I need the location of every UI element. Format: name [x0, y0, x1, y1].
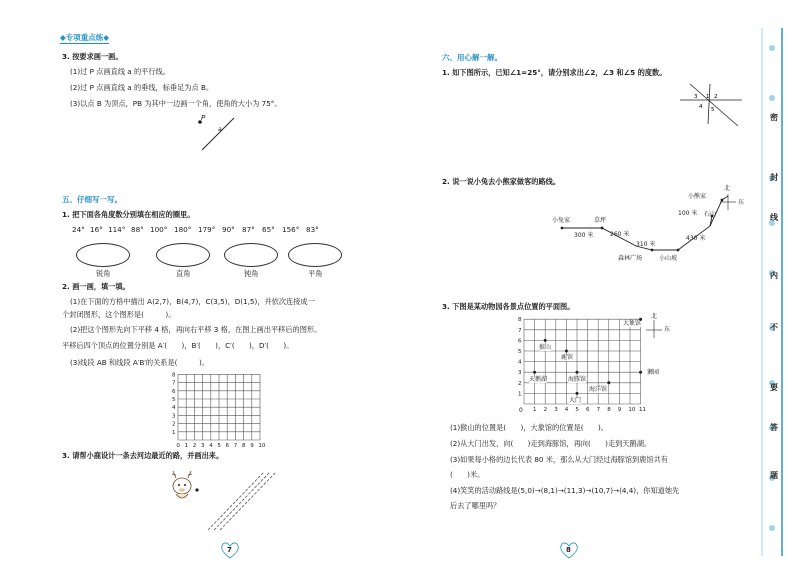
angle-value: 87°: [242, 225, 255, 234]
y-tick: 4: [172, 405, 176, 412]
spot-point: [607, 381, 610, 384]
x-tick: 5: [575, 407, 579, 413]
label-acute: 锐角: [96, 269, 111, 278]
spot-ocean-hall: 海洋馆: [589, 386, 608, 393]
x-tick: 2: [192, 443, 197, 448]
y-tick: 3: [518, 370, 522, 377]
dist-430: 430 米: [686, 235, 706, 242]
place-bear-house: 小熊家: [688, 193, 707, 200]
x-tick: 8: [242, 443, 246, 448]
angle-value: 90°: [222, 225, 235, 234]
x-tick: 7: [233, 443, 238, 448]
seal-char: 封: [770, 173, 778, 182]
spot-elephant: 大象馆: [623, 320, 642, 327]
label-right: 直角: [176, 269, 191, 278]
circle-acute[interactable]: [76, 243, 130, 267]
x-tick: 7: [596, 407, 601, 413]
place-rock-hill: 石山: [704, 211, 717, 218]
angle-value: 24°: [72, 225, 85, 234]
angle-number: 3: [694, 94, 698, 100]
seal-char: 内: [770, 271, 778, 280]
angle-value: 16°: [90, 225, 103, 234]
spot-point: [639, 371, 642, 374]
x-tick: 1: [184, 443, 189, 448]
dist-300: 300 米: [574, 232, 594, 239]
angle-number: 4: [699, 104, 703, 110]
q52-title: 2. 画一画，填一填。: [62, 282, 130, 291]
dist-100: 100 米: [678, 210, 698, 217]
spot-lion-park: 狮园: [647, 369, 660, 376]
river-line: [208, 472, 264, 530]
spot-dolphin: 海豚馆: [568, 376, 587, 383]
section-5-title: 五、仔细写一写。: [62, 195, 122, 204]
q52-line-5: (3)线段 AB 和线段 A′B′的关系是( )。: [70, 358, 210, 367]
route-map: [550, 185, 760, 268]
y-tick: 8: [172, 372, 176, 379]
q52-line-1: (1)在下面的方格中描出 A(2,7)，B(4,7)，C(3,5)，D(1,5)，并依次连接成一: [70, 297, 315, 306]
zoo-origin: 0: [519, 407, 523, 414]
spot-point: [576, 371, 579, 374]
place-forest-square: 森林广场: [618, 255, 643, 262]
q52-line-2: 个封闭图形，这个图形是( )。: [62, 310, 176, 319]
river-line: [220, 472, 276, 530]
y-tick: 5: [518, 349, 522, 355]
y-tick: 7: [518, 327, 522, 334]
spot-point: [565, 350, 568, 353]
y-tick: 1: [518, 391, 522, 398]
dist-260: 260 米: [610, 231, 630, 238]
x-tick: 4: [564, 407, 569, 413]
x-tick: 8: [607, 407, 611, 413]
spot-deer-hall: 鹿馆: [561, 354, 574, 361]
circle-obtuse[interactable]: [224, 243, 278, 267]
x-tick: 11: [639, 407, 646, 413]
spot-swan-lake: 天鹅湖: [529, 376, 548, 383]
r-q3-s3b: ( )米。: [450, 470, 485, 479]
circle-straight[interactable]: [288, 243, 342, 267]
angle-value: 100°: [150, 225, 168, 234]
angle-value: 83°: [306, 225, 319, 234]
spot-point: [576, 392, 579, 395]
compass-east: 东: [738, 199, 745, 206]
x-tick: 3: [554, 407, 558, 413]
y-tick: 1: [172, 429, 176, 436]
q3-item-2: (2)过 P 点画直线 a 的垂线，标垂足为点 B。: [70, 83, 214, 92]
label-obtuse: 钝角: [244, 269, 259, 278]
q3-item-1: (1)过 P 点画直线 a 的平行线。: [70, 67, 170, 76]
x-tick: 6: [225, 443, 230, 448]
circle-right[interactable]: [156, 243, 210, 267]
x-tick: 1: [533, 407, 537, 413]
q52-line-4: 平移后四个顶点的位置分别是 A′( )，B′( )，C′( )，D′( )。: [62, 341, 294, 350]
seal-dot: [769, 95, 775, 101]
page-number-left: 7: [227, 546, 232, 554]
r-q1-title: 1. 如下图所示，已知∠1=25°，请分别求出∠2，∠3 和∠5 的度数。: [442, 68, 667, 77]
y-tick: 2: [172, 421, 176, 428]
page-number-right: 8: [566, 546, 571, 554]
spot-point: [544, 339, 547, 342]
section-6-title: 六、用心解一解。: [442, 53, 502, 62]
river-line: [214, 472, 270, 530]
y-tick: 8: [518, 317, 522, 324]
place-hillside: 小山坡: [659, 255, 678, 262]
angle-value: 156°: [282, 225, 300, 234]
spot-monkey-hill: 猴山: [539, 344, 552, 351]
x-tick: 2: [543, 407, 548, 413]
line-a-figure: [190, 110, 250, 158]
angle-figure: [676, 80, 746, 130]
spot-point: [533, 371, 536, 374]
seal-char: 题: [770, 471, 778, 480]
spot-gate: 大门: [569, 397, 582, 404]
q53-title: 3. 请帮小鹿设计一条去河边最近的路，并画出来。: [62, 451, 224, 460]
x-tick: 5: [217, 443, 221, 448]
x-tick: 0: [176, 443, 180, 448]
line-a: [202, 118, 234, 150]
r-q3-s1: (1)猴山的位置是( )，大象馆的位置是( )。: [450, 423, 608, 432]
compass-north: 北: [724, 185, 731, 192]
angle-number: 1: [706, 94, 710, 100]
x-tick: 9: [617, 407, 622, 413]
y-tick: 6: [518, 338, 522, 345]
x-tick: 4: [209, 443, 213, 448]
angle-number: 5: [711, 107, 715, 113]
x-tick: 3: [201, 443, 205, 448]
q51-title: 1. 把下面各角度数分别填在相应的圈里。: [62, 210, 195, 219]
zoo-north: 北: [651, 313, 658, 320]
angle-value: 88°: [131, 225, 144, 234]
q3-item-3: (3)以点 B 为顶点，PB 为其中一边画一个角，使角的大小为 75°。: [70, 99, 282, 108]
r-q2-title: 2. 说一说小兔去小熊家做客的路线。: [442, 177, 561, 186]
r-q3-title: 3. 下图是某动物园各景点位置的平面图。: [442, 302, 575, 311]
deer-river-figure: [168, 464, 278, 534]
zoo-east: 东: [664, 326, 671, 333]
section-badge: ◆专项重点练◆: [60, 33, 110, 42]
coordinate-grid[interactable]: [168, 370, 268, 448]
label-straight: 平角: [308, 269, 323, 278]
label-p: P: [201, 113, 206, 122]
seal-char: 线: [770, 213, 778, 222]
r-q3-s3a: (3)如果每小格的边长代表 80 米，那么从大门经过海豚馆到鹿馆共有: [450, 455, 668, 464]
angle-value: 180°: [174, 225, 192, 234]
seal-char: 不: [770, 323, 778, 332]
seal-char: 答: [770, 423, 778, 432]
angle-value: 179°: [198, 225, 216, 234]
y-tick: 5: [172, 397, 176, 403]
seal-char: 要: [770, 383, 778, 392]
label-a: a: [218, 126, 222, 133]
x-tick: 6: [586, 407, 590, 413]
x-tick: 9: [250, 443, 254, 448]
seal-char: 密: [770, 113, 778, 122]
place-lawn: 草坪: [594, 217, 607, 224]
seal-dot: [769, 525, 775, 531]
deer-point: [195, 488, 198, 491]
y-tick: 4: [518, 359, 522, 366]
angle-value: 114°: [108, 225, 126, 234]
r-q3-s4a: (4)笑笑的活动路线是(5,0)→(8,1)→(11,3)→(10,7)→(4,4)，你知道她先: [450, 486, 680, 495]
place-rabbit: 小兔家: [552, 217, 571, 224]
x-tick: 10: [258, 443, 266, 448]
y-tick: 6: [172, 388, 176, 395]
r-q3-s2: (2)从大门出发，向( )走到海豚馆，再向( )走到天鹅湖。: [450, 439, 652, 448]
angle-number: 2: [714, 94, 718, 100]
r-q3-s4b: 后去了哪里吗？: [450, 501, 501, 510]
y-tick: 7: [172, 380, 176, 387]
x-tick: 10: [628, 407, 636, 413]
y-tick: 2: [518, 380, 522, 387]
q3-title: 3. 按要求画一画。: [62, 52, 123, 61]
q52-line-3: (2)把这个图形先向下平移 4 格，再向右平移 3 格，在图上画出平移后的图形。: [70, 325, 322, 334]
deer-icon: [172, 471, 192, 498]
seal-dot: [769, 45, 775, 51]
angle-value: 65°: [262, 225, 275, 234]
y-tick: 3: [172, 413, 176, 420]
zoo-compass: [644, 318, 664, 340]
dist-310: 310 米: [636, 241, 656, 248]
